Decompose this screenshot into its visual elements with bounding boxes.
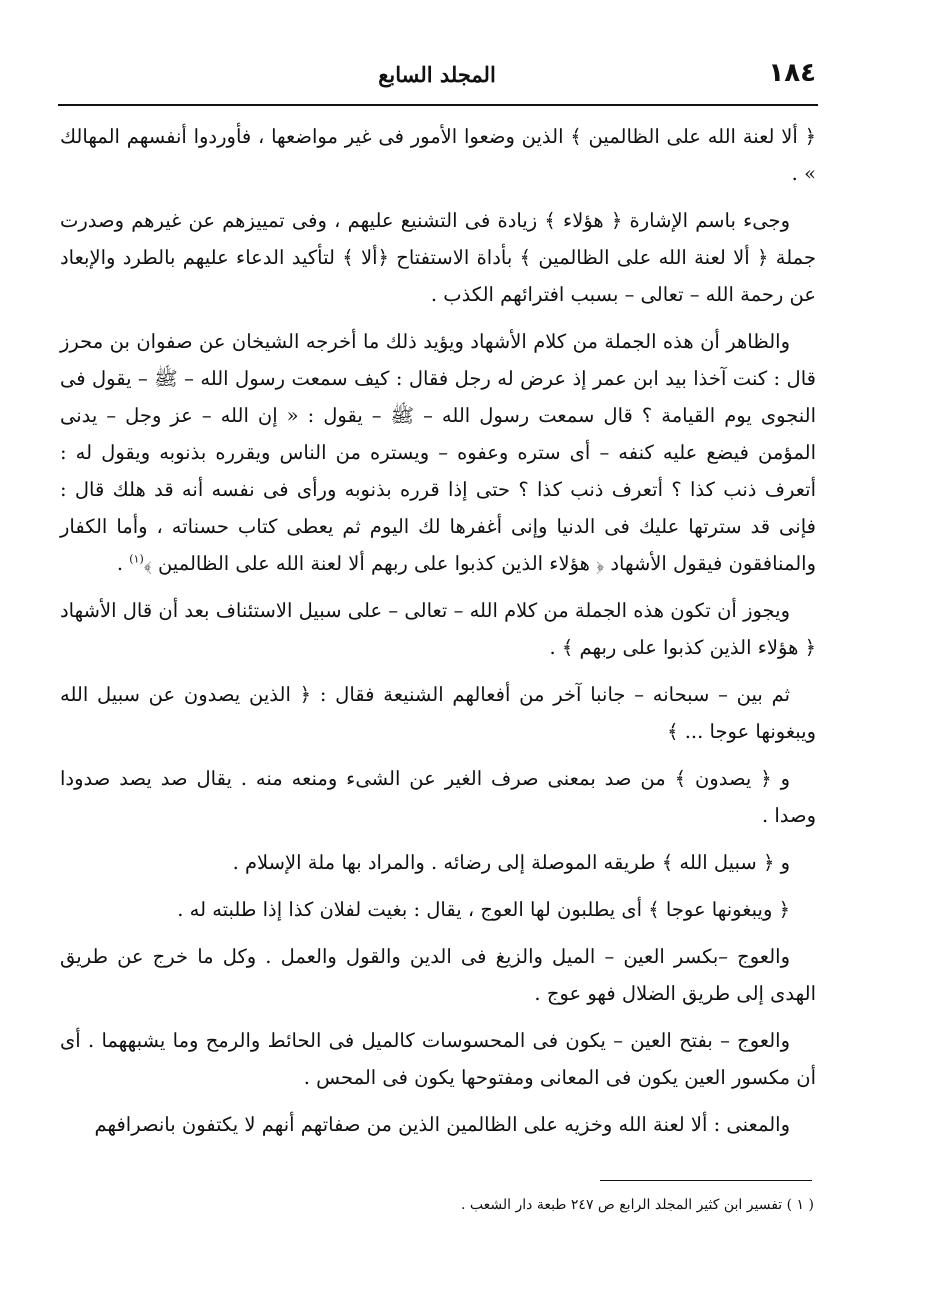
paragraph: ﴿ ألا لعنة الله على الظالمين ﴾ الذين وضعوا الأمور فى غير مواضعها ، فأوردوا أنفسهم المهالك » .: [60, 125, 816, 185]
paragraph: ويجوز أن تكون هذه الجملة من كلام الله – تعالى – على سبيل الاستئناف بعد أن قال الأشهاد ﴿ هؤلاء الذين كذبوا على ربهم ﴾ .: [60, 599, 816, 659]
paragraph-text: والظاهر أن هذه الجملة من كلام الأشهاد ويؤيد ذلك ما أخرجه الشيخان عن صفوان بن محرز قال : كنت آخذا بيد ابن عمر إذ عرض له رجل فقال : كيف سمعت رسول الله – ﷺ – يقول فى النجوى يوم القيامة ؟ قال سمعت رسول الله – ﷺ – يقول : « إن الله – عز وجل – يدنى المؤمن فيضع عليه كنفه – أى ستره وعفوه – ويستره من الناس ويقرره بذنوبه ويقول له : أتعرف ذنب كذا ؟ أتعرف ذنب كذا ؟ حتى إذا قرره بذنوبه ورأى فى نفسه أنه قد هلك قال : فإنى قد سترتها عليك فى الدنيا وإنى أغفرها لك اليوم ثم يعطى كتاب حسناته ، وأما الكفار والمنافقون فيقول الأشهاد ﴿ هؤلاء الذين كذبوا على ربهم ألا لعنة الله على الظالمين ﴾: [60, 330, 816, 575]
footnote: ( ١ ) تفسير ابن كثير المجلد الرابع ص ٢٤٧ طبعة دار الشعب .: [460, 1197, 814, 1213]
body-text: [60, 118, 816, 1153]
paragraph: و ﴿ يصدون ﴾ من صد بمعنى صرف الغير عن الشىء ومنعه منه . يقال صد يصد صدودا وصدا .: [60, 767, 816, 827]
page-number: ١٨٤: [768, 58, 816, 88]
paragraph: ﴿ ويبغونها عوجا ﴾ أى يطلبون لها العوج ، يقال : بغيت لفلان كذا إذا طلبته له .: [177, 898, 790, 921]
paragraph: والعوج –بكسر العين – الميل والزيغ فى الدين والقول والعمل . وكل ما خرج عن طريق الهدى إلى طريق الضلال فهو عوج .: [60, 945, 816, 1005]
running-title: المجلد السابع: [378, 62, 496, 87]
paragraph-with-footnote: [60, 323, 816, 582]
footnote-reference: (١): [129, 552, 144, 566]
page-header: [58, 56, 816, 96]
footnote-divider: [600, 1180, 812, 1181]
paragraph: ثم بين – سبحانه – جانبا آخر من أفعالهم الشنيعة فقال : ﴿ الذين يصدون عن سبيل الله ويبغونها عوجا ... ﴾: [60, 683, 816, 743]
paragraph-tail: .: [116, 552, 130, 575]
paragraph: و ﴿ سبيل الله ﴾ طريقه الموصلة إلى رضائه . والمراد بها ملة الإسلام .: [232, 851, 790, 874]
paragraph: والمعنى : ألا لعنة الله وخزيه على الظالمين الذين من صفاتهم أنهم لا يكتفون بانصرافهم: [94, 1113, 790, 1136]
paragraph: والعوج – بفتح العين – يكون فى المحسوسات كالميل فى الحائط والرمح وما يشبههما . أى أن مكسور العين يكون فى المعانى ومفتوحها يكون فى المحس .: [60, 1029, 816, 1089]
paragraph: وجىء باسم الإشارة ﴿ هؤلاء ﴾ زيادة فى التشنيع عليهم ، وفى تمييزهم عن غيرهم وصدرت جملة ﴿ ألا لعنة الله على الظالمين ﴾ بأداة الاستفتاح ﴿ألا ﴾ لتأكيد الدعاء عليهم بالطرد والإبعاد عن رحمة الله – تعالى – بسبب افترائهم الكذب .: [60, 209, 816, 306]
header-divider: [58, 104, 818, 106]
